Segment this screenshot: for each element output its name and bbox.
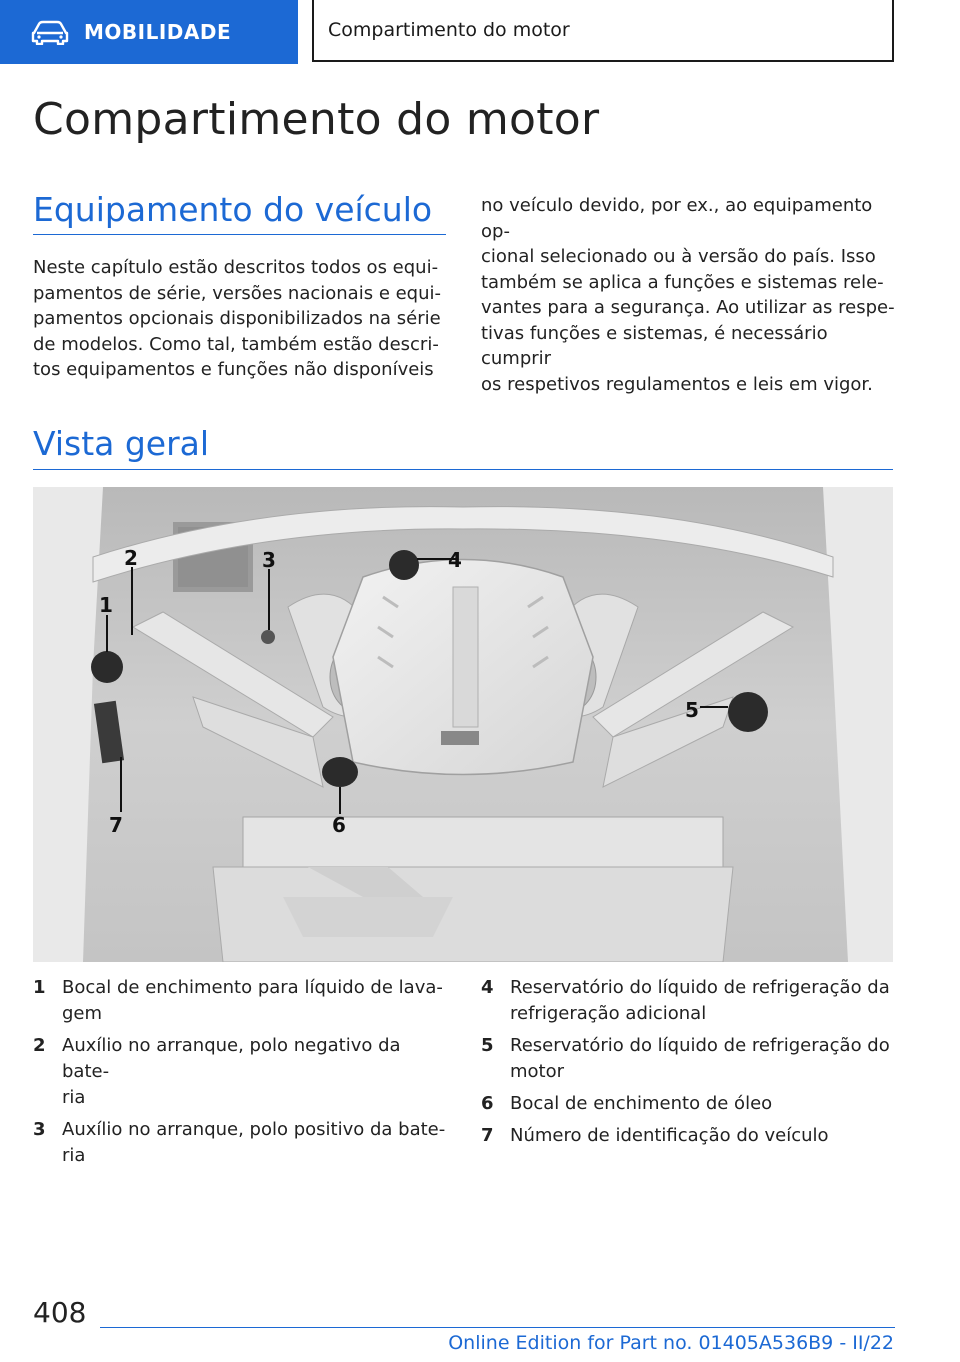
legend-text: Auxílio no arranque, polo positivo da bate- — [62, 1119, 446, 1140]
legend-item — [33, 975, 453, 1027]
equipment-rule — [33, 234, 446, 235]
legend-number: 7 — [481, 1125, 494, 1146]
car-icon — [30, 19, 70, 45]
chapter-title: Compartimento do motor — [328, 19, 570, 41]
callout-6: 6 — [332, 813, 346, 837]
text-line: tivas funções e sistemas, é necessário cumprir — [481, 322, 828, 369]
legend-left — [33, 975, 453, 1175]
text-line: de modelos. Como tal, também estão descri- — [33, 333, 439, 355]
section-tab[interactable] — [0, 0, 298, 64]
legend-item — [481, 1123, 901, 1149]
callout-1: 1 — [99, 593, 113, 617]
section-label: MOBILIDADE — [84, 20, 232, 44]
engine-bay-photo — [33, 487, 893, 962]
callout-5: 5 — [685, 698, 699, 722]
text-line: vantes para a segurança. Ao utilizar as respe- — [481, 297, 895, 318]
legend-text: Reservatório do líquido de refrigeração do — [510, 1035, 890, 1056]
legend-number: 6 — [481, 1093, 494, 1114]
legend-item — [481, 975, 901, 1027]
edition-text: Online Edition for Part no. 01405A536B9 - II/22 — [448, 1332, 894, 1354]
text-line: cional selecionado ou à versão do país. Isso — [481, 246, 876, 267]
legend-text: ria — [62, 1145, 86, 1166]
legend-text: refrigeração adicional — [510, 1003, 707, 1024]
legend-text: Bocal de enchimento de óleo — [510, 1093, 773, 1114]
text-line: tos equipamentos e funções não disponíveis — [33, 359, 434, 380]
legend-text: Bocal de enchimento para líquido de lava- — [62, 977, 443, 998]
legend-item — [33, 1117, 453, 1169]
callout-7: 7 — [109, 813, 123, 837]
text-line: também se aplica a funções e sistemas rele- — [481, 271, 884, 293]
callout-3: 3 — [262, 548, 276, 572]
callout-4: 4 — [448, 548, 462, 572]
text-line: pamentos de série, versões nacionais e equi- — [33, 282, 442, 304]
legend-text: Número de identificação do veículo — [510, 1125, 829, 1146]
overview-rule — [33, 469, 893, 470]
page-title: Compartimento do motor — [33, 94, 600, 145]
text-line: Neste capítulo estão descritos todos os equi- — [33, 257, 439, 278]
page-number: 408 — [33, 1296, 87, 1329]
legend-number: 1 — [33, 977, 46, 998]
chapter-header — [312, 0, 894, 62]
legend-text: Reservatório do líquido de refrigeração da — [510, 977, 890, 998]
text-line: os respetivos regulamentos e leis em vigor. — [481, 373, 873, 395]
footer-rule — [100, 1327, 895, 1328]
legend-text: gem — [62, 1003, 103, 1024]
equipment-title: Equipamento do veículo — [33, 190, 433, 229]
equipment-text-right — [481, 193, 901, 397]
callout-2: 2 — [124, 546, 138, 570]
legend-number: 2 — [33, 1035, 46, 1056]
legend-right — [481, 975, 901, 1155]
overview-title: Vista geral — [33, 424, 210, 463]
legend-text: motor — [510, 1061, 565, 1082]
legend-number: 4 — [481, 977, 494, 998]
legend-item — [481, 1091, 901, 1117]
equipment-text-left — [33, 255, 453, 383]
legend-number: 3 — [33, 1119, 46, 1140]
legend-text: Auxílio no arranque, polo negativo da bate- — [62, 1035, 401, 1082]
legend-number: 5 — [481, 1035, 494, 1056]
legend-text: ria — [62, 1087, 86, 1108]
legend-item — [481, 1033, 901, 1085]
text-line: no veículo devido, por ex., ao equipamento op- — [481, 195, 873, 242]
text-line: pamentos opcionais disponibilizados na série — [33, 308, 441, 329]
legend-item — [33, 1033, 453, 1111]
